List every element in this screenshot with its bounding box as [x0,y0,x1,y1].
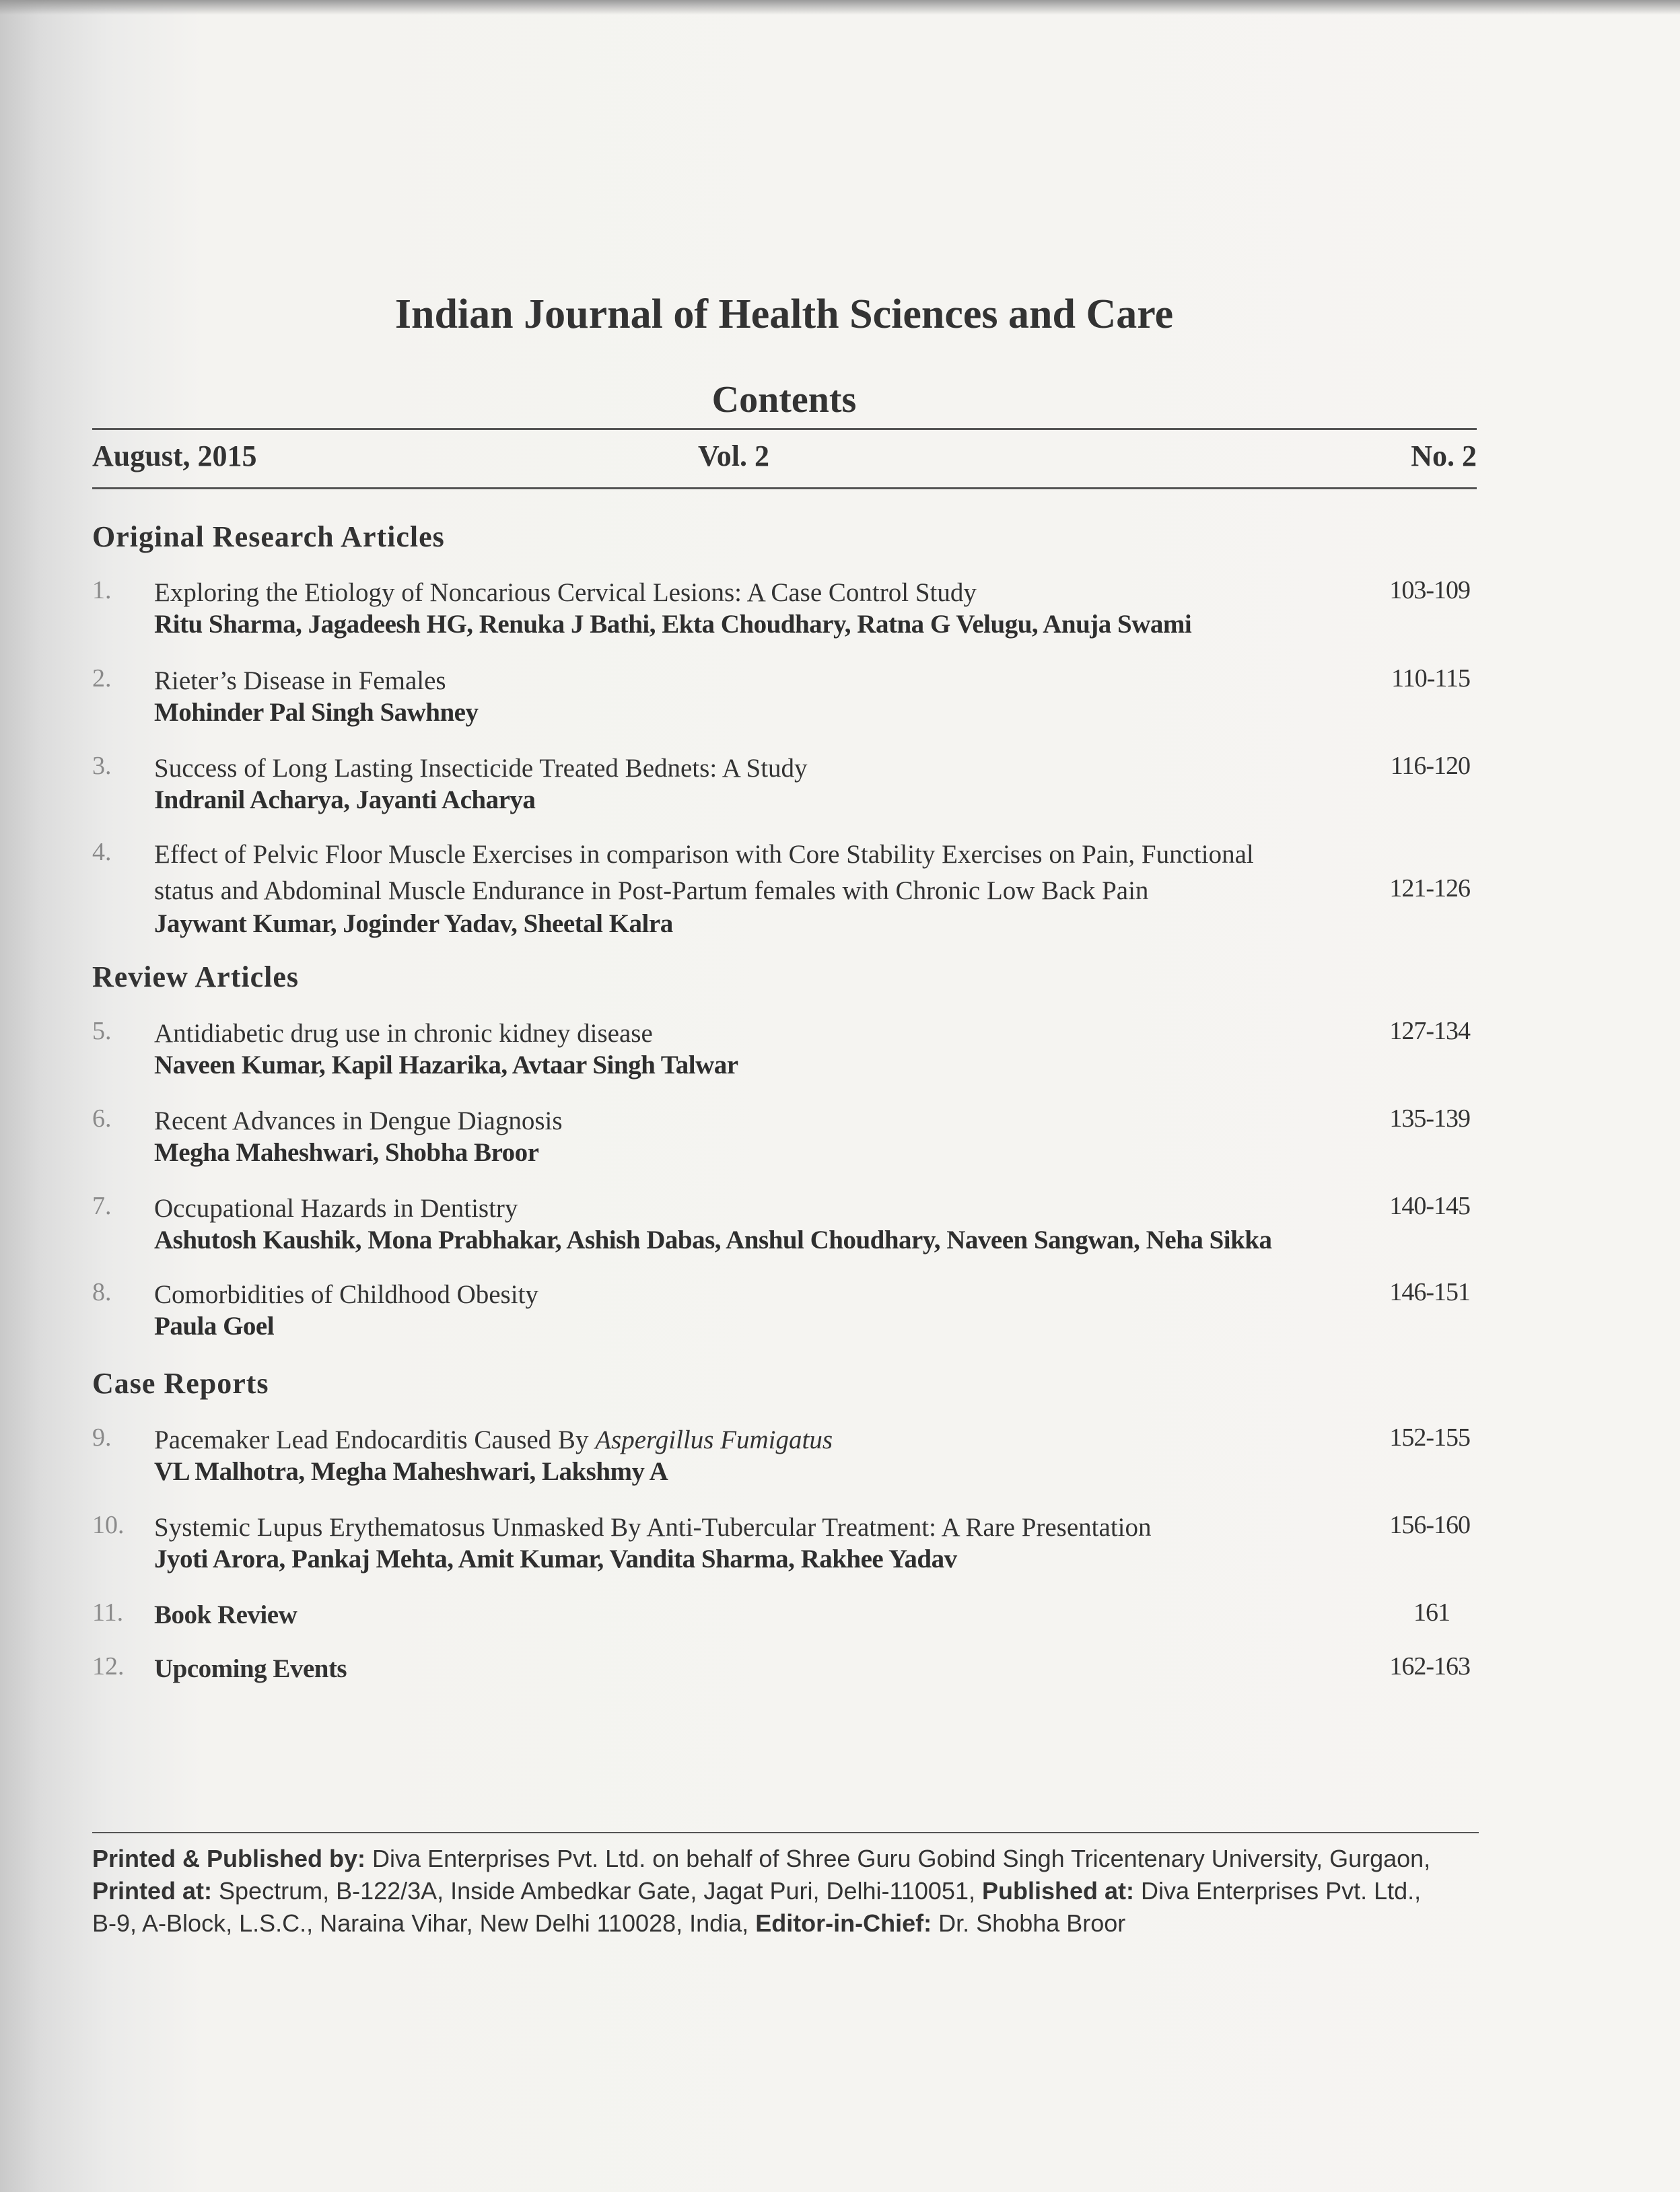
entry-title-italic: Aspergillus Fumigatus [595,1425,833,1454]
issue-date: August, 2015 [92,439,257,472]
issue-volume: Vol. 2 [698,439,769,472]
entry-number: 9. [92,1423,112,1452]
entry-pages: 110-115 [1391,664,1470,693]
entry-authors: Megha Maheshwari, Shobha Broor [154,1138,539,1167]
printed-at-value: Spectrum, B-122/3A, Inside Ambedkar Gate, Jagat Puri, Delhi-110051, [212,1877,982,1905]
entry-title-line1: Effect of Pelvic Floor Muscle Exercises in comparison with Core Stability Exercises on Pain, Functional [154,840,1254,869]
issue-number: No. 2 [1411,439,1477,472]
entry-pages: 161 [1413,1598,1450,1627]
toc-entry-1[interactable] [92,575,1477,643]
publisher-footer [92,1843,1479,1940]
entry-authors: VL Malhotra, Megha Maheshwari, Lakshmy A [154,1457,668,1486]
entry-title: Upcoming Events [154,1654,347,1683]
divider-top [92,428,1477,430]
footer-divider [92,1832,1479,1833]
toc-entry-8[interactable] [92,1277,1477,1345]
entry-pages: 127-134 [1389,1017,1470,1045]
printed-at-label: Printed at: [92,1877,213,1905]
printed-published-value: Diva Enterprises Pvt. Ltd. on behalf of Shree Guru Gobind Singh Tricentenary University, Gurgaon, [365,1845,1431,1872]
entry-number: 1. [92,576,112,604]
issue-info-row [92,439,1477,486]
entry-pages: 140-145 [1389,1192,1470,1220]
toc-entry-10[interactable] [92,1510,1477,1578]
entry-title-line2: status and Abdominal Muscle Endurance in Post-Partum females with Chronic Low Back Pain [154,876,1149,905]
address-value: B-9, A-Block, L.S.C., Naraina Vihar, New Delhi 110028, India, [92,1909,756,1937]
entry-number: 3. [92,752,112,780]
entry-authors: Ashutosh Kaushik, Mona Prabhakar, Ashish Dabas, Anshul Choudhary, Naveen Sangwan, Neha Sikka [154,1226,1272,1254]
entry-pages: 121-126 [1389,874,1470,903]
entry-title: Antidiabetic drug use in chronic kidney disease [154,1019,653,1048]
entry-pages: 162-163 [1389,1652,1470,1681]
entry-number: 11. [92,1598,124,1627]
entry-title: Book Review [154,1600,298,1629]
toc-entry-4[interactable] [92,837,1477,942]
editor-label: Editor-in-Chief: [755,1909,932,1937]
entry-title: Recent Advances in Dengue Diagnosis [154,1106,563,1135]
entry-title: Systemic Lupus Erythematosus Unmasked By Anti-Tubercular Treatment: A Rare Presentation [154,1513,1152,1542]
entry-title: Rieter’s Disease in Females [154,666,446,695]
entry-authors: Ritu Sharma, Jagadeesh HG, Renuka J Bathi, Ekta Choudhary, Ratna G Velugu, Anuja Swami [154,610,1192,639]
toc-entry-2[interactable] [92,664,1477,731]
entry-title [154,1423,1433,1458]
entry-authors: Paula Goel [154,1312,275,1341]
entry-number: 5. [92,1017,112,1045]
entry-pages: 156-160 [1389,1511,1470,1539]
entry-authors: Jaywant Kumar, Joginder Yadav, Sheetal Kalra [154,909,673,938]
entry-title: Success of Long Lasting Insecticide Treated Bednets: A Study [154,754,808,783]
entry-pages: 135-139 [1389,1104,1470,1133]
entry-pages: 103-109 [1389,576,1470,604]
journal-title: Indian Journal of Health Sciences and Care [394,291,1174,337]
entry-number: 2. [92,664,112,693]
entry-authors: Jyoti Arora, Pankaj Mehta, Amit Kumar, Vandita Sharma, Rakhee Yadav [154,1545,957,1574]
toc-entry-6[interactable] [92,1104,1477,1171]
toc-entry-11[interactable] [92,1598,1477,1635]
entry-authors: Indranil Acharya, Jayanti Acharya [154,785,536,814]
entry-title: Comorbidities of Childhood Obesity [154,1280,538,1309]
toc-entry-12[interactable] [92,1652,1477,1689]
entry-number: 10. [92,1511,125,1539]
section-case-reports: Case Reports [92,1367,269,1400]
toc-entry-5[interactable] [92,1016,1477,1084]
entry-number: 7. [92,1192,112,1220]
entry-title: Exploring the Etiology of Noncarious Cervical Lesions: A Case Control Study [154,578,977,607]
entry-number: 12. [92,1652,125,1681]
published-at-label: Published at: [981,1877,1134,1905]
printed-published-label: Printed & Published by: [92,1845,366,1872]
divider-bottom [92,487,1477,489]
entry-authors: Naveen Kumar, Kapil Hazarika, Avtaar Singh Talwar [154,1051,738,1080]
editor-value: Dr. Shobha Broor [932,1909,1126,1937]
entry-pages: 152-155 [1389,1423,1470,1452]
entry-title-text: Pacemaker Lead Endocarditis Caused By [154,1425,596,1454]
section-original-research: Original Research Articles [92,520,445,553]
toc-entry-3[interactable] [92,751,1477,818]
page-top-shadow [0,0,1680,15]
published-at-value: Diva Enterprises Pvt. Ltd., [1134,1877,1422,1905]
entry-number: 8. [92,1278,112,1306]
entry-authors: Mohinder Pal Singh Sawhney [154,698,479,727]
contents-title: Contents [711,379,857,421]
section-review-articles: Review Articles [92,960,299,993]
entry-pages: 116-120 [1390,752,1470,780]
toc-entry-7[interactable] [92,1191,1477,1259]
entry-pages: 146-151 [1389,1278,1470,1306]
toc-entry-9[interactable] [92,1423,1477,1490]
entry-number: 6. [92,1104,112,1133]
entry-number: 4. [92,838,112,866]
entry-title: Occupational Hazards in Dentistry [154,1194,518,1223]
